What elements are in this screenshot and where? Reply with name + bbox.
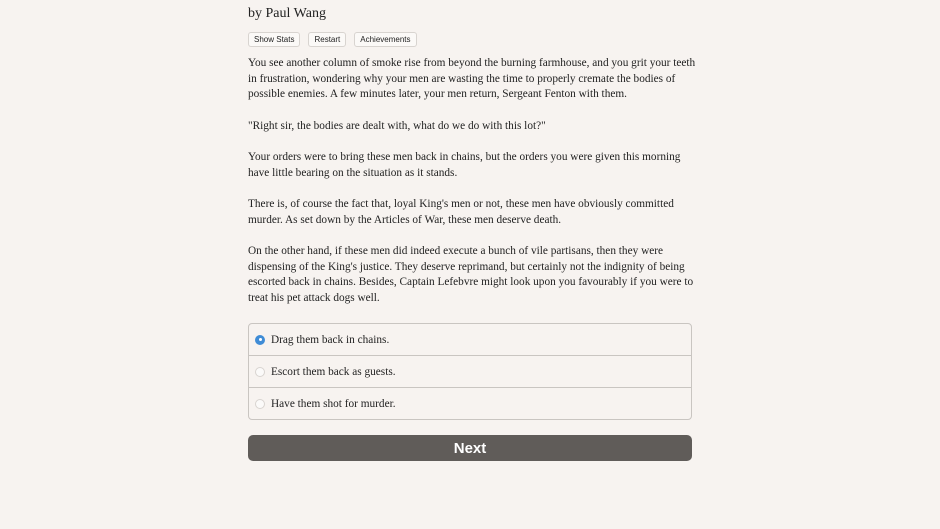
toolbar [248, 32, 417, 47]
radio-selected-icon[interactable] [255, 335, 265, 345]
story-paragraph: Your orders were to bring these men back in chains, but the orders you were given this morning have little bearing on the situation as it stands. [248, 151, 681, 179]
radio-unselected-icon[interactable] [255, 367, 265, 377]
choice-label: Drag them back in chains. [271, 333, 390, 346]
story-paragraph: You see another column of smoke rise from beyond the burning farmhouse, and you grit your teeth in frustration, wondering why your men are wasting the time to properly cremate the bodies of possible enemies. A few minutes later, your men return, Sergeant Fenton with them. [248, 57, 696, 101]
story-paragraph: "Right sir, the bodies are dealt with, what do we do with this lot?" [248, 119, 546, 132]
choice-option-shot[interactable] [249, 387, 691, 419]
story-text [248, 56, 698, 322]
next-button[interactable]: Next [248, 435, 692, 461]
radio-unselected-icon[interactable] [255, 399, 265, 409]
story-paragraph: On the other hand, if these men did indeed execute a bunch of vile partisans, then they were dispensing of the King's justice. They deserve reprimand, but certainly not the indignity of being escorted back in chains. Besides, Captain Lefebvre might look upon you favourably if you were to treat his pet attack dogs well. [248, 245, 694, 305]
choice-option-chains[interactable] [249, 324, 691, 355]
choice-label: Have them shot for murder. [271, 397, 396, 410]
show-stats-button[interactable]: Show Stats [248, 32, 300, 47]
achievements-button[interactable]: Achievements [354, 32, 416, 47]
story-paragraph: There is, of course the fact that, loyal King's men or not, these men have obviously committed murder. As set down by the Articles of War, these men deserve death. [248, 198, 674, 226]
choice-list [248, 323, 692, 420]
choice-label: Escort them back as guests. [271, 365, 396, 378]
author-byline: by Paul Wang [248, 6, 326, 21]
restart-button[interactable]: Restart [308, 32, 346, 47]
choice-option-guests[interactable] [249, 355, 691, 387]
